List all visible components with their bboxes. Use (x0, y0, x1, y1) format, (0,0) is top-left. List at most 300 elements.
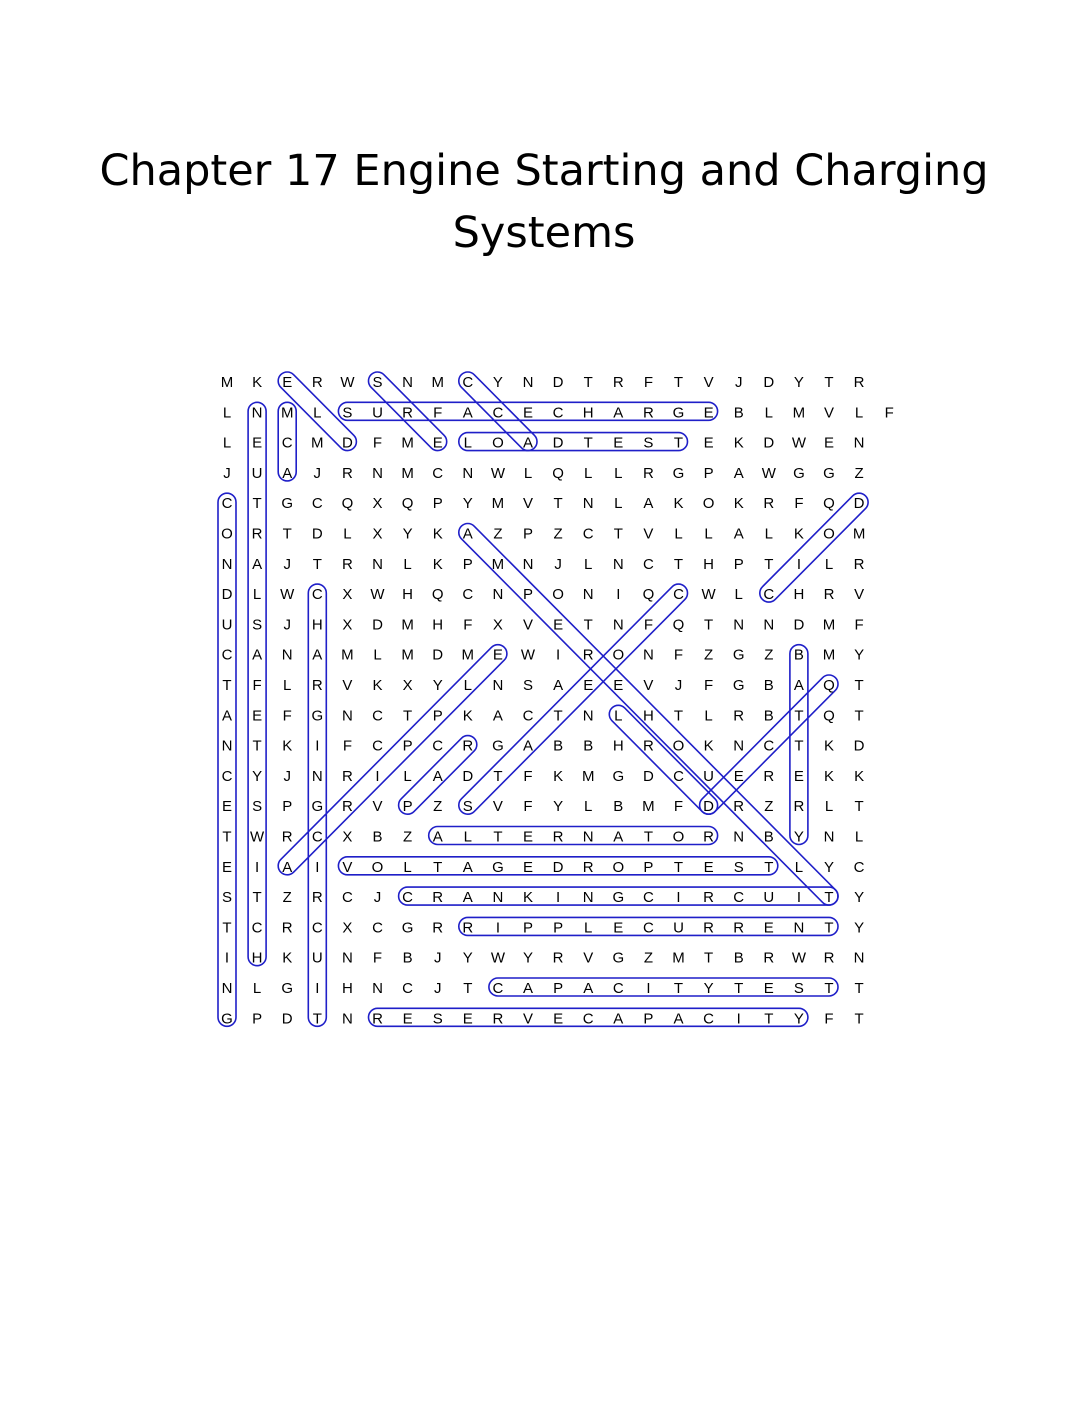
grid-letter[interactable]: R (582, 646, 594, 664)
grid-letter[interactable]: Q (431, 586, 444, 604)
grid-letter[interactable]: R (341, 464, 353, 482)
grid-letter[interactable]: F (252, 677, 262, 694)
grid-letter[interactable]: R (372, 1010, 383, 1028)
grid-letter[interactable]: C (372, 919, 383, 937)
grid-letter[interactable]: R (763, 767, 775, 785)
grid-letter[interactable]: L (854, 828, 864, 846)
grid-letter[interactable]: P (553, 980, 564, 997)
grid-letter[interactable]: J (223, 464, 231, 482)
grid-letter[interactable]: D (432, 646, 444, 664)
grid-letter[interactable]: R (492, 1010, 504, 1028)
grid-letter[interactable]: C (612, 980, 624, 997)
grid-letter[interactable]: Q (672, 616, 685, 634)
grid-letter[interactable]: E (703, 858, 714, 876)
grid-letter[interactable]: A (432, 828, 443, 846)
grid-letter[interactable]: N (402, 374, 414, 391)
grid-letter[interactable]: E (613, 919, 624, 937)
grid-letter[interactable]: C (492, 404, 504, 422)
grid-letter[interactable]: C (462, 586, 474, 604)
grid-letter[interactable]: R (853, 555, 865, 573)
grid-letter[interactable]: T (312, 555, 322, 573)
grid-letter[interactable]: E (492, 646, 503, 664)
grid-letter[interactable]: I (375, 767, 380, 785)
grid-letter[interactable]: C (311, 828, 323, 846)
grid-letter[interactable]: R (311, 374, 323, 391)
grid-letter[interactable]: M (581, 767, 595, 785)
grid-letter[interactable]: K (372, 677, 383, 694)
grid-letter[interactable]: R (582, 858, 594, 876)
grid-letter[interactable]: E (733, 767, 744, 785)
grid-letter[interactable]: N (582, 495, 594, 513)
grid-letter[interactable]: E (522, 828, 534, 846)
grid-letter[interactable]: L (252, 980, 262, 997)
grid-letter[interactable]: T (704, 949, 714, 967)
grid-letter[interactable]: R (853, 374, 865, 391)
grid-letter[interactable]: T (312, 1010, 322, 1028)
grid-letter[interactable]: G (311, 707, 324, 725)
grid-letter[interactable]: D (763, 434, 775, 452)
grid-letter[interactable]: N (492, 677, 504, 694)
grid-letter[interactable]: G (672, 464, 685, 482)
grid-letter[interactable]: S (252, 616, 263, 634)
grid-letter[interactable]: C (642, 555, 654, 573)
grid-letter[interactable]: O (672, 828, 685, 846)
grid-letter[interactable]: L (463, 828, 472, 846)
grid-letter[interactable]: A (252, 646, 263, 664)
grid-letter[interactable]: K (733, 495, 744, 513)
grid-letter[interactable]: O (612, 646, 625, 664)
grid-letter[interactable]: E (282, 374, 293, 391)
grid-letter[interactable]: W (490, 949, 505, 967)
grid-letter[interactable]: G (732, 677, 745, 694)
grid-letter[interactable]: N (221, 737, 233, 755)
grid-letter[interactable]: G (823, 464, 835, 482)
grid-letter[interactable]: E (763, 980, 774, 997)
grid-letter[interactable]: N (221, 980, 233, 997)
grid-letter[interactable]: H (402, 586, 414, 604)
grid-letter[interactable]: S (221, 889, 233, 907)
grid-letter[interactable]: L (704, 525, 713, 543)
grid-letter[interactable]: R (341, 555, 353, 573)
grid-letter[interactable]: V (522, 1010, 534, 1028)
grid-letter[interactable]: A (432, 767, 443, 785)
grid-letter[interactable]: M (822, 646, 836, 664)
grid-letter[interactable]: N (733, 616, 745, 634)
grid-letter[interactable]: H (341, 980, 353, 997)
grid-letter[interactable]: O (221, 525, 233, 543)
grid-letter[interactable]: E (763, 919, 774, 937)
grid-letter[interactable]: H (612, 737, 624, 755)
grid-letter[interactable]: T (673, 555, 684, 573)
grid-letter[interactable]: C (733, 889, 745, 907)
grid-letter[interactable]: D (341, 434, 353, 452)
grid-letter[interactable]: D (462, 767, 474, 785)
grid-letter[interactable]: I (556, 889, 561, 907)
grid-letter[interactable]: A (282, 464, 293, 482)
grid-letter[interactable]: B (763, 677, 774, 694)
grid-letter[interactable]: A (462, 404, 473, 422)
grid-letter[interactable]: W (791, 949, 806, 967)
grid-letter[interactable]: R (462, 737, 474, 755)
grid-letter[interactable]: Y (462, 495, 473, 513)
grid-letter[interactable]: T (493, 767, 503, 785)
grid-letter[interactable]: V (492, 798, 503, 816)
grid-letter[interactable]: I (315, 858, 320, 876)
grid-letter[interactable]: D (281, 1010, 293, 1028)
grid-letter[interactable]: N (251, 404, 263, 422)
grid-letter[interactable]: D (703, 798, 715, 816)
grid-letter[interactable]: F (463, 616, 473, 634)
grid-letter[interactable]: N (853, 949, 865, 967)
grid-letter[interactable]: C (492, 980, 504, 997)
grid-letter[interactable]: P (522, 586, 534, 604)
grid-letter[interactable]: I (646, 980, 651, 997)
grid-letter[interactable]: D (221, 586, 233, 604)
grid-letter[interactable]: B (553, 737, 564, 755)
grid-letter[interactable]: E (703, 434, 714, 452)
grid-letter[interactable]: Q (341, 495, 354, 513)
grid-letter[interactable]: R (281, 828, 293, 846)
grid-letter[interactable]: U (673, 919, 684, 937)
grid-letter[interactable]: F (704, 677, 714, 694)
grid-letter[interactable]: J (313, 464, 322, 482)
grid-letter[interactable]: J (283, 555, 291, 573)
grid-letter[interactable]: Y (793, 828, 804, 846)
grid-letter[interactable]: L (824, 555, 834, 573)
grid-letter[interactable]: T (673, 434, 684, 452)
grid-letter[interactable]: T (553, 495, 563, 513)
grid-letter[interactable]: C (673, 767, 684, 785)
grid-letter[interactable]: H (703, 555, 715, 573)
grid-letter[interactable]: N (612, 555, 624, 573)
grid-letter[interactable]: W (701, 586, 716, 604)
grid-letter[interactable]: O (823, 525, 835, 543)
grid-letter[interactable]: M (461, 646, 475, 664)
grid-letter[interactable]: T (553, 707, 563, 725)
grid-letter[interactable]: S (252, 798, 263, 816)
grid-letter[interactable]: T (794, 707, 804, 725)
grid-letter[interactable]: N (281, 646, 293, 664)
grid-letter[interactable]: S (733, 858, 744, 876)
grid-letter[interactable]: R (763, 949, 775, 967)
grid-letter[interactable]: Z (764, 646, 774, 664)
grid-letter[interactable]: L (794, 858, 804, 876)
grid-letter[interactable]: L (283, 677, 292, 694)
grid-letter[interactable]: M (822, 616, 836, 634)
grid-letter[interactable]: T (583, 616, 593, 634)
grid-letter[interactable]: P (522, 919, 534, 937)
grid-letter[interactable]: D (311, 525, 323, 543)
grid-letter[interactable]: Y (492, 374, 503, 391)
grid-letter[interactable]: N (582, 889, 594, 907)
grid-letter[interactable]: N (372, 555, 383, 573)
grid-letter[interactable]: Z (433, 798, 443, 816)
grid-letter[interactable]: J (674, 677, 683, 694)
grid-letter[interactable]: N (221, 555, 233, 573)
grid-letter[interactable]: L (463, 434, 472, 452)
grid-letter[interactable]: W (340, 374, 355, 391)
grid-letter[interactable]: N (522, 374, 534, 391)
grid-letter[interactable]: I (315, 737, 320, 755)
grid-letter[interactable]: M (220, 374, 234, 391)
grid-letter[interactable]: V (372, 798, 383, 816)
grid-letter[interactable]: M (401, 646, 414, 664)
grid-letter[interactable]: R (703, 828, 715, 846)
grid-letter[interactable]: L (614, 707, 623, 725)
grid-letter[interactable]: I (616, 586, 621, 604)
grid-letter[interactable]: G (793, 464, 805, 482)
grid-letter[interactable]: V (522, 616, 534, 634)
grid-letter[interactable]: N (372, 980, 383, 997)
grid-letter[interactable]: T (824, 919, 834, 937)
grid-letter[interactable]: K (703, 737, 714, 755)
grid-letter[interactable]: Y (793, 1010, 804, 1028)
grid-letter[interactable]: R (642, 464, 654, 482)
grid-letter[interactable]: G (492, 858, 504, 876)
grid-letter[interactable]: N (341, 707, 353, 725)
grid-letter[interactable]: G (612, 767, 625, 785)
grid-letter[interactable]: C (642, 919, 654, 937)
grid-letter[interactable]: L (824, 798, 834, 816)
grid-letter[interactable]: R (642, 737, 654, 755)
grid-letter[interactable]: H (582, 404, 594, 422)
grid-letter[interactable]: R (552, 828, 564, 846)
grid-letter[interactable]: D (763, 374, 775, 391)
grid-letter[interactable]: C (462, 374, 474, 391)
grid-letter[interactable]: S (522, 677, 534, 694)
grid-letter[interactable]: T (433, 858, 443, 876)
grid-letter[interactable]: H (251, 949, 263, 967)
grid-letter[interactable]: L (463, 677, 472, 694)
grid-letter[interactable]: P (402, 737, 413, 755)
grid-letter[interactable]: M (311, 434, 324, 452)
grid-letter[interactable]: A (613, 404, 624, 422)
grid-letter[interactable]: N (733, 737, 745, 755)
grid-letter[interactable]: T (854, 707, 864, 725)
grid-letter[interactable]: A (282, 858, 293, 876)
grid-letter[interactable]: P (432, 495, 443, 513)
grid-letter[interactable]: N (582, 707, 594, 725)
grid-letter[interactable]: M (401, 434, 414, 452)
grid-letter[interactable]: T (403, 707, 413, 725)
grid-letter[interactable]: G (492, 737, 504, 755)
grid-letter[interactable]: F (824, 1010, 834, 1028)
grid-letter[interactable]: P (432, 707, 443, 725)
grid-letter[interactable]: A (312, 646, 323, 664)
grid-letter[interactable]: B (733, 949, 744, 967)
grid-letter[interactable]: Y (553, 798, 564, 816)
grid-letter[interactable]: S (432, 1010, 443, 1028)
grid-letter[interactable]: F (854, 616, 864, 634)
grid-letter[interactable]: O (612, 858, 625, 876)
grid-letter[interactable]: T (252, 889, 262, 907)
grid-letter[interactable]: C (703, 1010, 715, 1028)
grid-letter[interactable]: K (793, 525, 804, 543)
grid-letter[interactable]: X (492, 616, 503, 634)
grid-letter[interactable]: T (673, 707, 684, 725)
grid-letter[interactable]: N (582, 586, 594, 604)
grid-letter[interactable]: X (342, 828, 353, 846)
grid-letter[interactable]: A (462, 858, 473, 876)
grid-letter[interactable]: E (252, 434, 263, 452)
grid-letter[interactable]: E (221, 798, 233, 816)
grid-letter[interactable]: B (763, 828, 774, 846)
grid-letter[interactable]: A (673, 1010, 684, 1028)
grid-letter[interactable]: L (584, 464, 593, 482)
grid-letter[interactable]: Z (553, 525, 563, 543)
grid-letter[interactable]: G (612, 889, 625, 907)
grid-letter[interactable]: X (342, 919, 353, 937)
grid-letter[interactable]: Y (402, 525, 413, 543)
grid-letter[interactable]: K (673, 495, 684, 513)
grid-letter[interactable]: E (613, 434, 624, 452)
grid-letter[interactable]: M (341, 646, 354, 664)
grid-letter[interactable]: P (643, 858, 654, 876)
grid-letter[interactable]: B (613, 798, 624, 816)
grid-letter[interactable]: R (642, 404, 654, 422)
grid-letter[interactable]: P (703, 464, 714, 482)
grid-letter[interactable]: B (583, 737, 594, 755)
grid-letter[interactable]: T (764, 858, 774, 876)
grid-letter[interactable]: R (793, 798, 805, 816)
grid-letter[interactable]: Y (252, 767, 263, 785)
grid-letter[interactable]: V (342, 858, 353, 876)
grid-letter[interactable]: R (341, 767, 353, 785)
grid-letter[interactable]: W (280, 586, 295, 604)
grid-letter[interactable]: S (462, 798, 473, 816)
grid-letter[interactable]: H (642, 707, 654, 725)
grid-letter[interactable]: Y (854, 919, 865, 937)
grid-letter[interactable]: Q (552, 464, 564, 482)
grid-letter[interactable]: Y (522, 949, 534, 967)
grid-letter[interactable]: L (343, 525, 352, 543)
grid-letter[interactable]: R (612, 374, 624, 391)
grid-letter[interactable]: O (702, 495, 715, 513)
grid-letter[interactable]: T (222, 828, 232, 846)
grid-letter[interactable]: M (401, 616, 414, 634)
grid-letter[interactable]: A (733, 525, 744, 543)
grid-letter[interactable]: N (372, 464, 383, 482)
grid-letter[interactable]: V (703, 374, 714, 391)
grid-letter[interactable]: N (793, 919, 805, 937)
grid-letter[interactable]: Z (854, 464, 864, 482)
grid-letter[interactable]: X (372, 525, 383, 543)
grid-letter[interactable]: N (612, 616, 624, 634)
grid-letter[interactable]: N (522, 555, 534, 573)
grid-letter[interactable]: T (583, 374, 593, 391)
grid-letter[interactable]: R (703, 919, 715, 937)
grid-letter[interactable]: C (372, 737, 383, 755)
grid-letter[interactable]: E (522, 858, 534, 876)
grid-letter[interactable]: F (673, 798, 684, 816)
grid-letter[interactable]: A (643, 495, 654, 513)
grid-letter[interactable]: J (283, 616, 291, 634)
grid-letter[interactable]: K (282, 737, 293, 755)
grid-letter[interactable]: J (433, 980, 442, 997)
grid-letter[interactable]: C (402, 980, 414, 997)
grid-letter[interactable]: T (764, 1010, 774, 1028)
grid-letter[interactable]: F (643, 374, 653, 391)
grid-letter[interactable]: R (341, 798, 353, 816)
grid-letter[interactable]: N (462, 464, 474, 482)
grid-letter[interactable]: A (221, 707, 233, 725)
grid-letter[interactable]: Q (401, 495, 414, 513)
grid-letter[interactable]: D (793, 616, 805, 634)
grid-letter[interactable]: S (793, 980, 804, 997)
grid-letter[interactable]: K (733, 434, 744, 452)
grid-letter[interactable]: T (854, 980, 864, 997)
grid-letter[interactable]: R (733, 707, 745, 725)
grid-letter[interactable]: R (763, 495, 775, 513)
grid-letter[interactable]: L (764, 525, 773, 543)
grid-letter[interactable]: O (552, 586, 564, 604)
grid-letter[interactable]: M (792, 404, 806, 422)
grid-letter[interactable]: L (313, 404, 322, 422)
grid-letter[interactable]: R (823, 586, 835, 604)
grid-letter[interactable]: D (552, 858, 564, 876)
grid-letter[interactable]: L (222, 434, 232, 452)
grid-letter[interactable]: T (493, 828, 503, 846)
grid-letter[interactable]: N (311, 767, 323, 785)
grid-letter[interactable]: J (373, 889, 382, 907)
grid-letter[interactable]: S (342, 404, 353, 422)
grid-letter[interactable]: N (492, 586, 504, 604)
grid-letter[interactable]: E (823, 434, 835, 452)
grid-letter[interactable]: G (401, 919, 414, 937)
grid-letter[interactable]: C (763, 586, 775, 604)
grid-letter[interactable]: S (372, 374, 383, 391)
grid-letter[interactable]: D (372, 616, 383, 634)
grid-letter[interactable]: C (432, 737, 444, 755)
grid-letter[interactable]: P (733, 555, 744, 573)
grid-letter[interactable]: C (311, 919, 323, 937)
grid-letter[interactable]: F (372, 949, 383, 967)
grid-letter[interactable]: E (613, 677, 624, 694)
grid-letter[interactable]: P (462, 555, 473, 573)
grid-letter[interactable]: W (370, 586, 385, 604)
grid-letter[interactable]: F (372, 434, 383, 452)
grid-letter[interactable]: L (614, 495, 623, 513)
grid-letter[interactable]: L (403, 767, 412, 785)
grid-letter[interactable]: K (522, 889, 534, 907)
grid-letter[interactable]: F (433, 404, 443, 422)
grid-letter[interactable]: G (612, 949, 625, 967)
grid-letter[interactable]: C (642, 889, 654, 907)
grid-letter[interactable]: A (522, 980, 534, 997)
grid-letter[interactable]: L (584, 798, 593, 816)
grid-letter[interactable]: L (403, 858, 412, 876)
grid-letter[interactable]: A (583, 980, 594, 997)
grid-letter[interactable]: L (373, 646, 382, 664)
grid-letter[interactable]: E (583, 677, 594, 694)
grid-letter[interactable]: I (315, 980, 320, 997)
grid-letter[interactable]: D (552, 434, 564, 452)
grid-letter[interactable]: I (736, 1010, 741, 1028)
grid-letter[interactable]: Z (493, 525, 503, 543)
grid-letter[interactable]: L (403, 555, 412, 573)
grid-letter[interactable]: C (341, 889, 353, 907)
grid-letter[interactable]: E (793, 767, 804, 785)
grid-letter[interactable]: G (311, 798, 324, 816)
grid-letter[interactable]: W (520, 646, 536, 664)
grid-letter[interactable]: N (823, 828, 835, 846)
grid-letter[interactable]: Y (432, 677, 443, 694)
grid-letter[interactable]: T (252, 737, 262, 755)
grid-letter[interactable]: U (221, 616, 233, 634)
grid-letter[interactable]: C (221, 495, 233, 513)
grid-letter[interactable]: C (281, 434, 293, 452)
grid-letter[interactable]: K (553, 767, 564, 785)
